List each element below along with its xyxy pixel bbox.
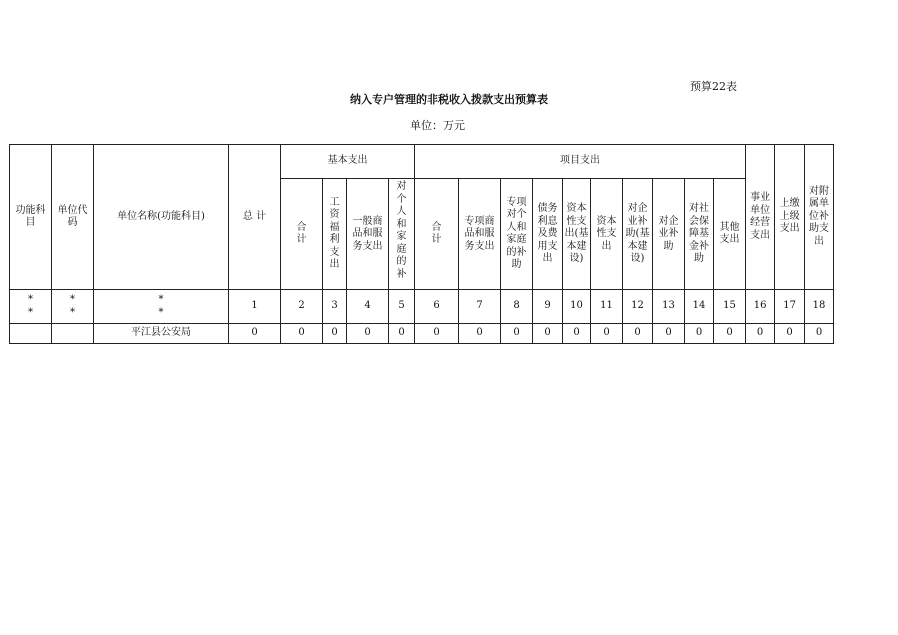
index-cell: 17 [775,290,805,323]
data-cell: 0 [563,323,591,343]
data-cell: 0 [653,323,685,343]
index-cell: * * [10,290,52,323]
index-cell: * * [52,290,94,323]
col-ent-subsidy: 对企业补助 [653,179,685,290]
data-cell: 0 [323,323,347,343]
index-cell: 15 [714,290,746,323]
data-cell: 0 [281,323,323,343]
col-unit-name: 单位名称(功能科目) [94,145,229,290]
index-cell: 16 [746,290,775,323]
data-cell: 0 [501,323,533,343]
table-row [10,323,834,343]
data-cell: 0 [389,323,415,343]
col-social-security: 对社会保障基金补助 [685,179,714,290]
data-cell: 0 [623,323,653,343]
data-cell: 0 [591,323,623,343]
index-cell: 10 [563,290,591,323]
group-project: 项目支出 [415,145,746,179]
col-affiliated: 对附属单位补助支出 [805,145,834,290]
page-title: 纳入专户管理的非税收入拨款支出预算表 [350,93,548,106]
index-cell: 8 [501,290,533,323]
index-cell: 7 [459,290,501,323]
col-wages: 工资福利支出 [323,179,347,290]
col-proj-sum: 合计 [415,179,459,290]
col-basic-sum: 合计 [281,179,323,290]
col-upper: 上缴上级支出 [775,145,805,290]
unit-label: 单位：万元 [410,119,465,132]
table-number: 预算22表 [690,80,737,93]
index-cell: 18 [805,290,834,323]
budget-table [9,144,834,344]
col-special-personal: 专项对个人和家庭的补助 [501,179,533,290]
data-cell-unit-name: 平江县公安局 [94,323,229,343]
index-cell: 12 [623,290,653,323]
group-basic: 基本支出 [281,145,415,179]
col-debt: 债务利息及费用支出 [533,179,563,290]
col-func-subject: 功能科目 [10,145,52,290]
index-cell: 13 [653,290,685,323]
index-cell: 11 [591,290,623,323]
data-cell: 0 [347,323,389,343]
data-cell: 0 [746,323,775,343]
index-cell: 4 [347,290,389,323]
index-cell: 1 [229,290,281,323]
index-cell: 14 [685,290,714,323]
data-cell: 0 [775,323,805,343]
header-row-1 [10,145,834,179]
index-cell: 5 [389,290,415,323]
data-cell [10,323,52,343]
col-total: 总 计 [229,145,281,290]
index-cell: 2 [281,290,323,323]
index-row [10,290,834,323]
col-capital: 资本性支出 [591,179,623,290]
index-cell: * * [94,290,229,323]
col-ent-subsidy-build: 对企业补助(基本建设) [623,179,653,290]
col-goods: 一般商品和服务支出 [347,179,389,290]
col-unit-code: 单位代码 [52,145,94,290]
data-cell: 0 [533,323,563,343]
data-cell [52,323,94,343]
data-cell: 0 [415,323,459,343]
index-cell: 3 [323,290,347,323]
index-cell: 9 [533,290,563,323]
data-cell: 0 [229,323,281,343]
data-cell: 0 [805,323,834,343]
col-personal: 对个人和家庭的补 [389,179,415,290]
data-cell: 0 [714,323,746,343]
col-public-inst: 事业单位经营支出 [746,145,775,290]
data-cell: 0 [459,323,501,343]
col-capital-build: 资本性支出(基本建设) [563,179,591,290]
data-cell: 0 [685,323,714,343]
col-special-goods: 专项商品和服务支出 [459,179,501,290]
col-other: 其他支出 [714,179,746,290]
index-cell: 6 [415,290,459,323]
